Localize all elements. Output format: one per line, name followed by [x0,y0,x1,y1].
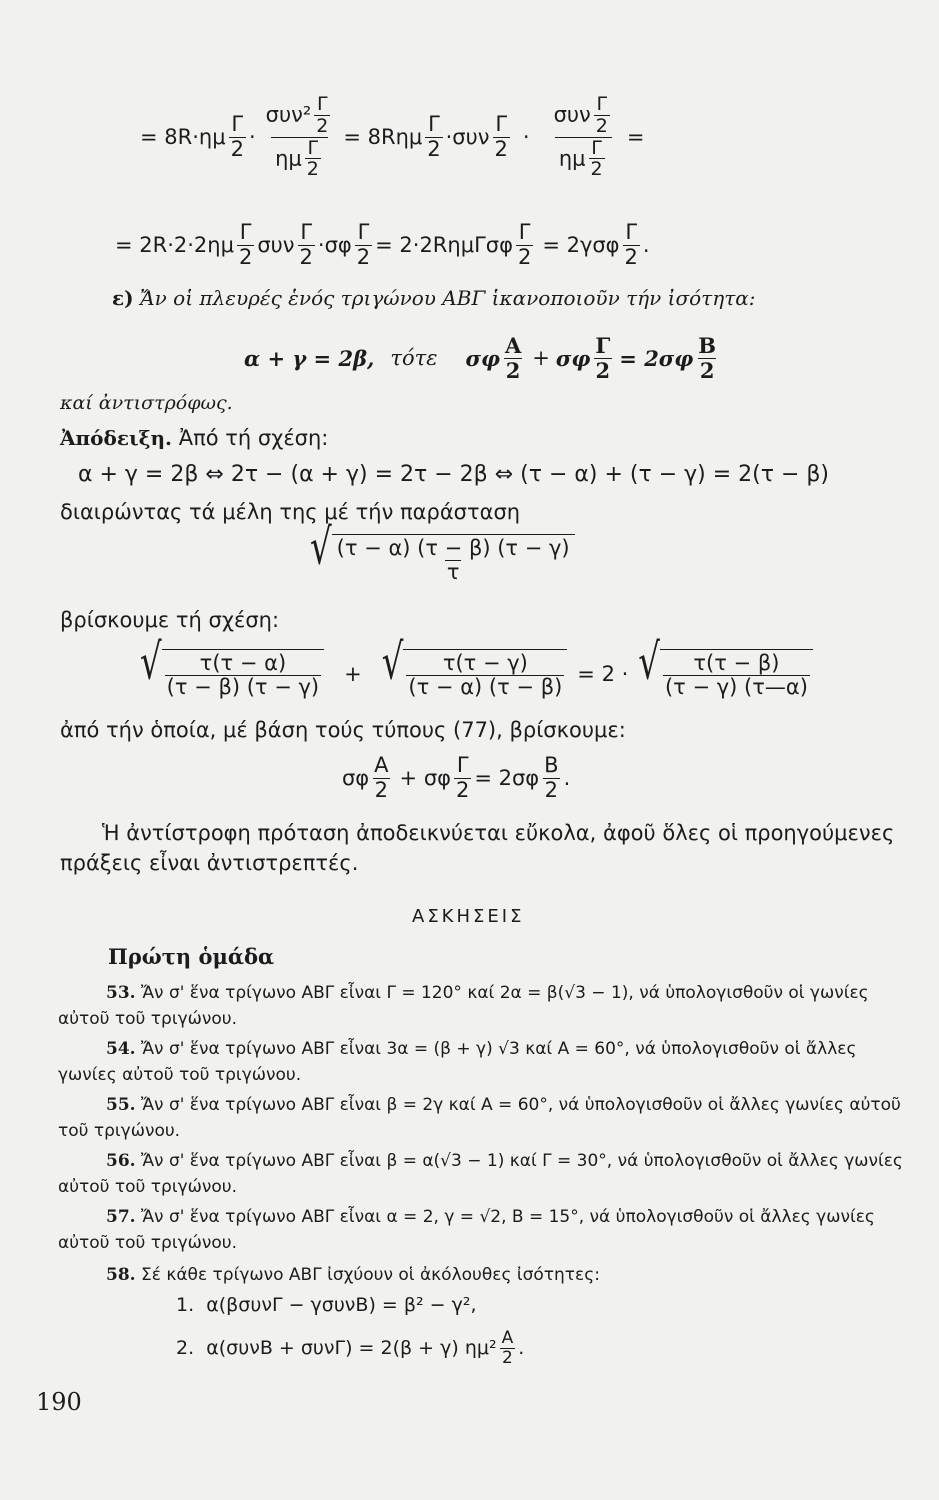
eq1-part2: = 8Rημ [343,125,423,149]
proof-divide-text: διαιρώντας τά μέλη της μέ τήν παράσταση [60,500,521,524]
proof-intro: Ἀπό τή σχέση: [178,426,329,450]
theorem-sf-2: σφ [555,345,591,371]
radical-eq: = 2 · [577,662,629,686]
eq2-syn: συν [257,233,295,257]
theorem-rhs: = 2σφ [619,345,694,371]
radical-2: √ $\frac{\tau(\tau - \gamma)}{(\tau - \alpha) (\tau - \beta)}$ [382,649,568,699]
result-sf-1: σφ [342,766,370,790]
result-frac-g: $\frac{\Gamma}{2}$ [455,753,470,802]
eq1-part1: = 8R·ημ [140,125,226,149]
eq2-end: . [642,233,650,257]
exercise-58: 58. Σέ κάθε τρίγωνο ΑΒΓ ἰσχύουν οἱ ἀκόλουθες ἰσότητες: [106,1265,600,1285]
frac-g2-e: $\frac{\Gamma}{2}$ [624,220,638,269]
eq2-part1: = 2R·2·2ημ [115,233,234,257]
result-rhs: = 2σφ [474,766,540,790]
eq1-dot: · [248,125,256,149]
exercise-54: 54. Ἄν σ' ἕνα τρίγωνο ΑΒΓ εἶναι 3α = (β + γ) √3 καί Α = 60°, νά ὑπολογισθοῦν οἱ ἄλλες γωνίες αὐτοῦ τοῦ τριγώνου. [58,1039,857,1085]
frac-b2: $\frac{B}{2}$ [698,333,717,383]
identity-1: 1. α(βσυνΓ − γσυνΒ) = β² − γ², [176,1294,477,1316]
proof-equivalence: α + γ = 2β ⇔ 2τ − (α + γ) = 2τ − 2β ⇔ (τ − α) + (τ − γ) = 2(τ − β) [78,462,830,487]
eq1-dot-2: · [522,125,530,149]
proof-radical [310,518,575,585]
group-title: Πρώτη ὁμάδα [108,944,275,969]
frac-syn-over-eta: συν $\frac{\Gamma}{2}$ ημ $\frac{\Gamma}{2}$ [550,94,617,181]
frac-g2-a: $\frac{\Gamma}{2}$ [238,220,253,269]
page-number: 190 [36,1388,82,1416]
result-frac-a: $\frac{A}{2}$ [374,753,389,802]
theorem-tote: τότε [390,346,438,370]
exercises-title: ΑΣΚΗΣΕΙΣ [412,906,525,927]
converse-paragraph: Ἡ ἀντίστροφη πρόταση ἀποδεικνύεται εὔκολα, ἀφοῦ ὅλες οἱ προηγούμενες πράξεις εἶναι ἀντιστρεπτές. [60,821,895,875]
proof-find-text: βρίσκουμε τή σχέση: [60,608,280,632]
radical-3: √ $\frac{\tau(\tau - \beta)}{(\tau - \gamma) (\tau—\alpha)}$ [638,649,813,699]
proof-intro-line [60,426,328,450]
result-frac-b: $\frac{B}{2}$ [544,753,559,802]
proof-base-text: ἀπό τήν ὁποία, μέ βάση τούς τύπους (77), βρίσκουμε: [60,718,626,742]
eq2-part2: ·σφ [317,233,352,257]
exercise-53: 53. Ἄν σ' ἕνα τρίγωνο ΑΒΓ εἶναι Γ = 120° καί 2α = β(√3 − 1), νά ὑπολογισθοῦν οἱ γωνίες αὐτοῦ τοῦ τριγώνου. [58,983,869,1029]
theorem-sf-1: σφ [465,345,500,371]
result-end: . [563,766,571,790]
equation-line-2 [115,215,650,275]
statement-epsilon [112,286,756,310]
radical-1: √ $\frac{\tau(\tau - \alpha)}{(\tau - \beta) (\tau - \gamma)}$ [140,649,324,699]
exercise-56: 56. Ἄν σ' ἕνα τρίγωνο ΑΒΓ εἶναι β = α(√3 − 1) καί Γ = 30°, νά ὑπολογισθοῦν οἱ ἄλλες γωνίες αὐτοῦ τοῦ τριγώνου. [58,1151,903,1197]
radical-plus: + [344,662,362,686]
exercise-55: 55. Ἄν σ' ἕνα τρίγωνο ΑΒΓ εἶναι β = 2γ καί Α = 60°, νά ὑπολογισθοῦν οἱ ἄλλες γωνίες αὐτοῦ τοῦ τριγώνου. [58,1095,901,1141]
frac-g2-c: $\frac{\Gamma}{2}$ [356,220,371,269]
eq1-equals: = [626,125,645,149]
frac-g-over-2-b: $\frac{\Gamma}{2}$ [427,112,441,161]
identity-2: 2. α(συνΒ + συνΓ) = 2(β + γ) ημ² $\frac{A}{2}$ . [176,1327,525,1368]
eq2-part4: = 2γσφ [542,233,620,257]
theorem-line [244,328,721,388]
frac-g-over-2-c: $\frac{\Gamma}{2}$ [494,112,508,161]
radical-sign: √ $\frac{(\tau - \alpha) (\tau - \beta) (\tau - \gamma)}{\tau}$ [310,534,575,584]
proof-result [342,748,570,808]
eq1-part3: ·συν [445,125,490,149]
theorem-plus: + [532,346,550,370]
converse-note: καί ἀντιστρόφως. [60,392,233,414]
frac-g-over-2: $\frac{\Gamma}{2}$ [230,112,244,161]
theorem-lhs: α + γ = 2β, [244,345,375,371]
eq2-part3: = 2·2RημΓσφ [375,233,513,257]
frac-g2-d: $\frac{\Gamma}{2}$ [517,220,532,269]
proof-label: Ἀπόδειξη. [60,426,173,450]
frac-a2: $\frac{A}{2}$ [504,333,522,383]
proof-radical-sum [140,633,813,708]
result-sf-2: + σφ [399,766,451,790]
frac-g2-th: $\frac{\Gamma}{2}$ [595,333,611,383]
statement-label: ε) [112,286,134,310]
equation-line-1 [140,72,644,202]
frac-g2-b: $\frac{\Gamma}{2}$ [299,220,313,269]
frac-syn2-over-eta: συν² $\frac{\Gamma}{2}$ ημ $\frac{\Gamma}{2}$ [265,92,329,181]
exercise-57: 57. Ἄν σ' ἕνα τρίγωνο ΑΒΓ εἶναι α = 2, γ = √2, Β = 15°, νά ὑπολογισθοῦν οἱ ἄλλες γωνίες αὐτοῦ τοῦ τριγώνου. [58,1207,875,1253]
statement-text: Ἄν οἱ πλευρές ἑνός τριγώνου ΑΒΓ ἱκανοποιοῦν τήν ἰσότητα: [139,286,756,310]
